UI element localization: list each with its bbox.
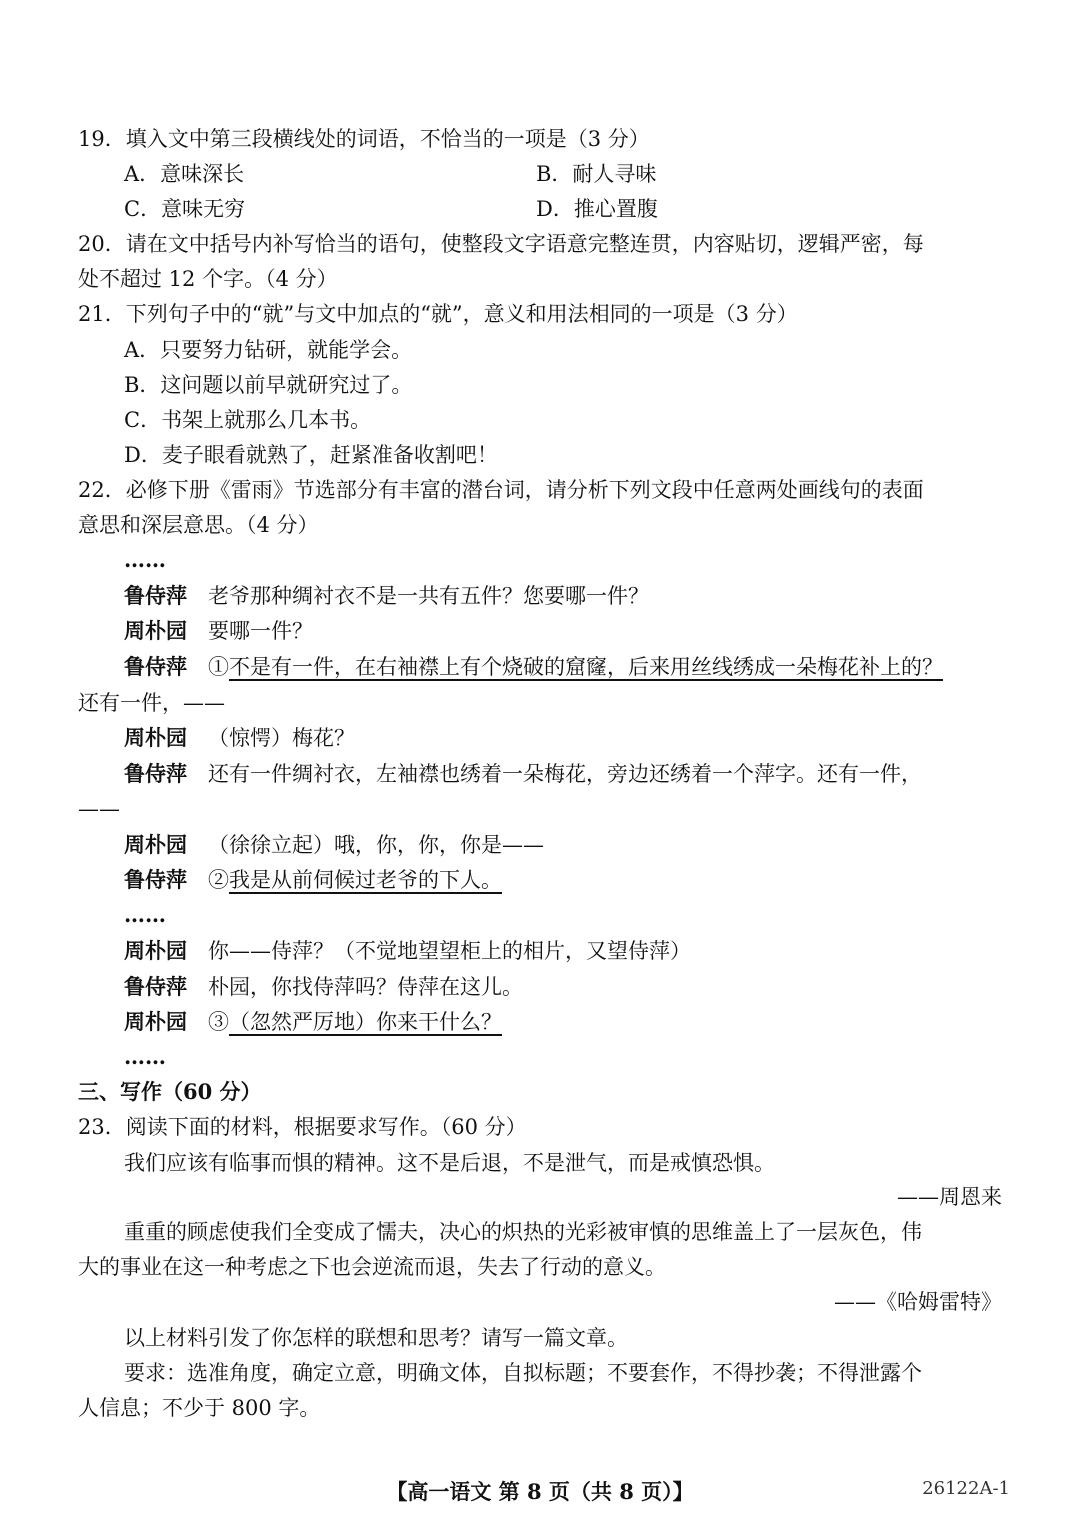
speaker-name: 鲁侍萍: [124, 974, 187, 999]
quote-1-author: ——周恩来: [897, 1185, 1002, 1209]
dialogue-line: [124, 614, 313, 648]
requirements-line-2: 人信息；不少于 800 字。: [78, 1396, 321, 1420]
dialogue-line: [124, 1005, 502, 1039]
dialogue-ellipsis: ……: [124, 1044, 166, 1069]
dialogue-line: [124, 934, 691, 968]
q19-option-a: A．意味深长: [124, 162, 245, 186]
dialogue-line: [124, 579, 649, 613]
page-footer: 【高一语文 第 8 页（共 8 页）】: [386, 1479, 694, 1504]
speaker-name: 周朴园: [124, 938, 187, 963]
speaker-name: 鲁侍萍: [124, 867, 187, 892]
dialogue-line: [124, 828, 544, 862]
dialogue-text: 还有一件绸衬衣，左袖襟也绣着一朵梅花，旁边还绣着一个萍字。还有一件，: [208, 762, 922, 786]
dialogue-continuation: 还有一件，——: [78, 691, 225, 715]
speaker-name: 鲁侍萍: [124, 583, 187, 608]
quote-2-line-2: 大的事业在这一种考虑之下也会逆流而退，失去了行动的意义。: [78, 1255, 666, 1279]
speaker-name: 周朴园: [124, 1009, 187, 1034]
dialogue-continuation: ——: [78, 797, 120, 821]
dialogue-line: [124, 970, 523, 1004]
dialogue-text: （惊愕）梅花？: [208, 726, 355, 750]
q21-option-d: D．麦子眼看就熟了，赶紧准备收割吧！: [124, 443, 498, 467]
quote-1: 我们应该有临事而惧的精神。这不是后退，不是泄气，而是戒慎恐惧。: [124, 1151, 775, 1175]
dialogue-text: （徐徐立起）哦，你，你，你是——: [208, 833, 544, 857]
q19-option-c: C．意味无穷: [124, 197, 246, 221]
dialogue-text: 朴园，你找侍萍吗？侍萍在这儿。: [208, 975, 523, 999]
marker-3: ③: [208, 1010, 229, 1034]
dialogue-line: [124, 721, 355, 755]
q21-option-b: B．这问题以前早就研究过了。: [124, 373, 413, 397]
dialogue-ellipsis: ……: [124, 902, 166, 927]
marker-1: ①: [208, 655, 229, 679]
speaker-name: 周朴园: [124, 832, 187, 857]
speaker-name: 鲁侍萍: [124, 654, 187, 679]
dialogue-ellipsis: ……: [124, 547, 166, 572]
q21-stem: 21．下列句子中的“就”与文中加点的“就”，意义和用法相同的一项是（3 分）: [78, 302, 798, 326]
speaker-name: 鲁侍萍: [124, 761, 187, 786]
dialogue-line: [124, 757, 922, 791]
q21-option-a: A．只要努力钻研，就能学会。: [124, 338, 413, 362]
dialogue-text: 你——侍萍？（不觉地望望柜上的相片，又望侍萍）: [208, 939, 691, 963]
dialogue-text: 老爷那种绸衬衣不是一共有五件？您要哪一件？: [208, 584, 649, 608]
dialogue-line: [124, 863, 502, 897]
q22-line-1: 22．必修下册《雷雨》节选部分有丰富的潜台词，请分析下列文段中任意两处画线句的表面: [78, 478, 924, 502]
section-heading: 三、写作（60 分）: [78, 1079, 262, 1104]
writing-prompt: 以上材料引发了你怎样的联想和思考？请写一篇文章。: [124, 1326, 628, 1350]
speaker-name: 周朴园: [124, 618, 187, 643]
q23-stem: 23．阅读下面的材料，根据要求写作。（60 分）: [78, 1115, 527, 1139]
q19-option-b: B．耐人寻味: [536, 162, 657, 186]
marker-2: ②: [208, 868, 229, 892]
q20-line-2: 处不超过 12 个字。（4 分）: [78, 267, 338, 291]
q21-option-c: C．书架上就那么几本书。: [124, 408, 372, 432]
dialogue-line: [124, 650, 943, 684]
quote-2-author: ——《哈姆雷特》: [834, 1290, 1002, 1314]
q19-option-d: D．推心置腹: [536, 197, 658, 221]
q22-line-2: 意思和深层意思。（4 分）: [78, 513, 319, 537]
speaker-name: 周朴园: [124, 725, 187, 750]
dialogue-text: 要哪一件？: [208, 619, 313, 643]
underlined-sentence-3: （忽然严厉地）你来干什么？: [229, 1010, 502, 1034]
underlined-sentence-2: 我是从前伺候过老爷的下人。: [229, 868, 502, 892]
q20-line-1: 20．请在文中括号内补写恰当的语句，使整段文字语意完整连贯，内容贴切，逻辑严密，每: [78, 232, 924, 256]
paper-code: 26122A-1: [922, 1478, 1010, 1499]
underlined-sentence-1: 不是有一件，在右袖襟上有个烧破的窟窿，后来用丝线绣成一朵梅花补上的？: [229, 655, 943, 679]
quote-2-line-1: 重重的顾虑使我们全变成了懦夫，决心的炽热的光彩被审慎的思维盖上了一层灰色，伟: [124, 1220, 922, 1244]
requirements-line-1: 要求：选准角度，确定立意，明确文体，自拟标题；不要套作，不得抄袭；不得泄露个: [124, 1361, 922, 1385]
q19-stem: 19．填入文中第三段横线处的词语，不恰当的一项是（3 分）: [78, 127, 650, 151]
